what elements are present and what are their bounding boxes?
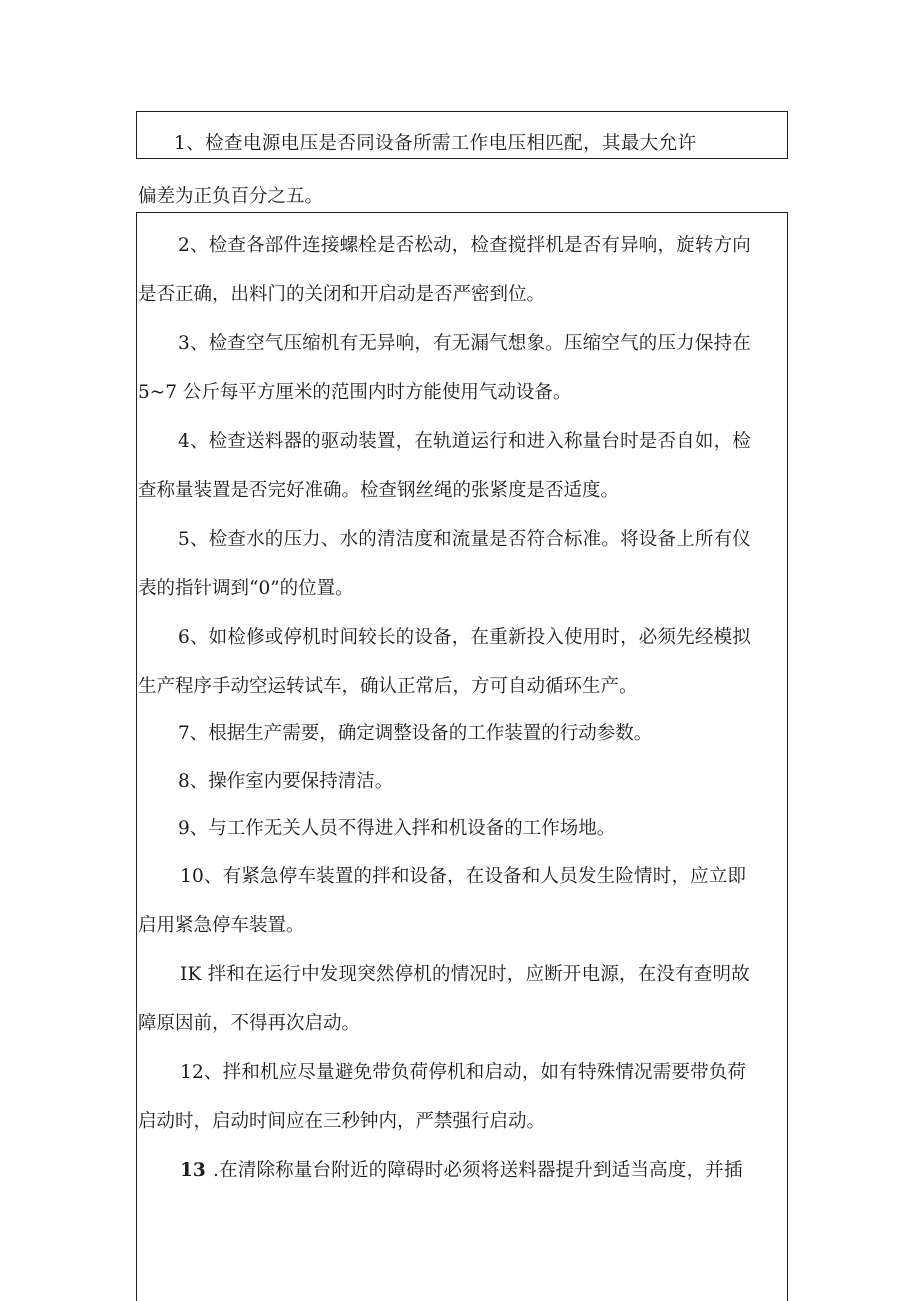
item-4-line-1: 4、检查送料器的驱动装置，在轨道运行和进入称量台时是否自如，检 — [178, 431, 751, 452]
item-4-line-2: 查称量装置是否完好准确。检查钢丝绳的张紧度是否适度。 — [138, 480, 620, 501]
item-11-line-1: IK 拌和在运行中发现突然停机的情况时，应断开电源，在没有查明故 — [180, 964, 750, 985]
item-12-line-2: 启动时，启动时间应在三秒钟内，严禁强行启动。 — [138, 1111, 546, 1132]
item-5-line-1: 5、检查水的压力、水的清洁度和流量是否符合标准。将设备上所有仪 — [178, 529, 751, 550]
item-7-line-1: 7、根据生产需要，确定调整设备的工作装置的行动参数。 — [178, 723, 653, 744]
item-3-line-1: 3、检查空气压缩机有无异响，有无漏气想象。压缩空气的压力保持在 — [178, 333, 751, 354]
item-13-number: 13 — [180, 1160, 206, 1181]
item-11-line-2: 障原因前，不得再次启动。 — [138, 1013, 361, 1034]
item-5-line-2: 表的指针调到“0”的位置。 — [138, 578, 354, 599]
item-1-line-1: 1、检查电源电压是否同设备所需工作电压相匹配，其最大允许 — [174, 133, 697, 154]
item-13-line-1: .在清除称量台附近的障碍时必须将送料器提升到适当高度，并插 — [213, 1160, 743, 1181]
item-1-line-2: 偏差为正负百分之五。 — [138, 186, 324, 207]
main-table-cell — [136, 212, 788, 1301]
item-2-line-1: 2、检查各部件连接螺栓是否松动，检查搅拌机是否有异响，旋转方向 — [178, 235, 751, 256]
item-10-line-2: 启用紧急停车装置。 — [138, 915, 305, 936]
item-9-line-1: 9、与工作无关人员不得进入拌和机设备的工作场地。 — [178, 818, 616, 839]
item-10-line-1: 10、有紧急停车装置的拌和设备，在设备和人员发生险情时，应立即 — [180, 866, 747, 887]
item-12-line-1: 12、拌和机应尽量避免带负荷停机和启动，如有特殊情况需要带负荷 — [180, 1062, 747, 1083]
item-6-line-1: 6、如检修或停机时间较长的设备，在重新投入使用时，必须先经模拟 — [178, 627, 751, 648]
item-6-line-2: 生产程序手动空运转试车，确认正常后，方可自动循环生产。 — [138, 676, 638, 697]
item-2-line-2: 是否正确，出料门的关闭和开启动是否严密到位。 — [138, 284, 546, 305]
item-8-line-1: 8、操作室内要保持清洁。 — [178, 771, 394, 792]
item-3-line-2: 5~7 公斤每平方厘米的范围内时方能使用气动设备。 — [138, 382, 572, 403]
